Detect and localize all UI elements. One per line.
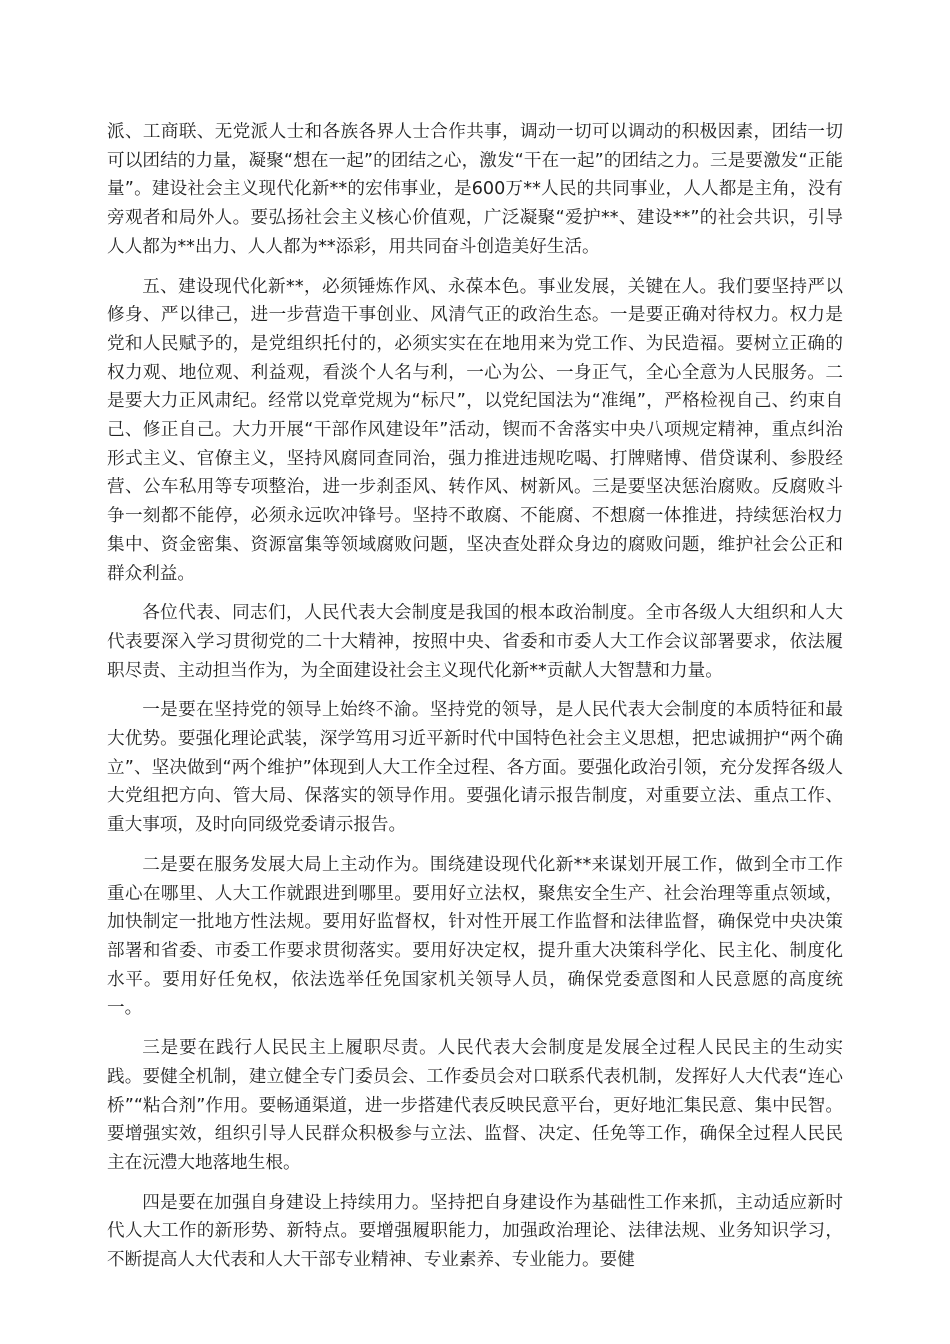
paragraph-point-three: 三是要在践行人民民主上履职尽责。人民代表大会制度是发展全过程人民民主的生动实践。要健全机制，建立健全专门委员会、工作委员会对口联系代表机制，发挥好人大代表“连心桥”“粘合剂”作用。要畅通渠道，进一步搭建代表反映民意平台，更好地汇集民意、集中民智。要增强实效，组织引导人民群众积极参与立法、监督、决定、任免等工作，确保全过程人民民主在沅澧大地落地生根。 (107, 1038, 843, 1173)
paragraph-point-two: 二是要在服务发展大局上主动作为。围绕建设现代化新**来谋划开展工作，做到全市工作重心在哪里、人大工作就跟进到哪里。要用好立法权，聚焦安全生产、社会治理等重点领域，加快制定一批地方性法规。要用好监督权，针对性开展工作监督和法律监督，确保党中央决策部署和省委、市委工作要求贯彻落实。要用好决定权，提升重大决策科学化、民主化、制度化水平。要用好任免权，依法选举任免国家机关领导人员，确保党委意图和人民意愿的高度统一。 (107, 854, 843, 1019)
paragraph-address: 各位代表、同志们，人民代表大会制度是我国的根本政治制度。全市各级人大组织和人大代表要深入学习贯彻党的二十大精神，按照中央、省委和市委人大工作会议部署要求，依法履职尽责、主动担当作为，为全面建设社会主义现代化新**贡献人大智慧和力量。 (107, 603, 843, 681)
paragraph-continuation: 派、工商联、无党派人士和各族各界人士合作共事，调动一切可以调动的积极因素，团结一切可以团结的力量，凝聚“想在一起”的团结之心，激发“干在一起”的团结之力。三是要激发“正能量”。建设社会主义现代化新**的宏伟事业，是600万**人民的共同事业，人人都是主角，没有旁观者和局外人。要弘扬社会主义核心价值观，广泛凝聚“爱护**、建设**”的社会共识，引导人人都为**出力、人人都为**添彩，用共同奋斗创造美好生活。 (107, 122, 843, 257)
paragraph-section-five: 五、建设现代化新**，必须锤炼作风、永葆本色。事业发展，关键在人。我们要坚持严以修身、严以律己，进一步营造干事创业、风清气正的政治生态。一是要正确对待权力。权力是党和人民赋予的，是党组织托付的，必须实实在在地用来为党工作、为民造福。要树立正确的权力观、地位观、利益观，看淡个人名与利，一心为公、一身正气，全心全意为人民服务。二是要大力正风肃纪。经常以党章党规为“标尺”，以党纪国法为“准绳”，严格检视自己、约束自己、修正自己。大力开展“干部作风建设年”活动，锲而不舍落实中央八项规定精神，重点纠治形式主义、官僚主义，坚持风腐同查同治，强力推进违规吃喝、打牌赌博、借贷谋利、参股经营、公车私用等专项整治，进一步刹歪风、转作风、树新风。三是要坚决惩治腐败。反腐败斗争一刻都不能停，必须永远吹冲锋号。坚持不敢腐、不能腐、不想腐一体推进，持续惩治权力集中、资金密集、资源富集等领域腐败问题，坚决查处群众身边的腐败问题，维护社会公正和群众利益。 (107, 276, 843, 584)
document-body (107, 118, 843, 1286)
paragraph-point-four: 四是要在加强自身建设上持续用力。坚持把自身建设作为基础性工作来抓，主动适应新时代人大工作的新形势、新特点。要增强履职能力，加强政治理论、法律法规、业务知识学习，不断提高人大代表和人大干部专业精神、专业素养、专业能力。要健 (107, 1192, 843, 1271)
paragraph-point-one: 一是要在坚持党的领导上始终不渝。坚持党的领导，是人民代表大会制度的本质特征和最大优势。要强化理论武装，深学笃用习近平新时代中国特色社会主义思想，把忠诚拥护“两个确立”、坚决做到“两个维护”体现到人大工作全过程、各方面。要强化政治引领，充分发挥各级人大党组把方向、管大局、保落实的领导作用。要强化请示报告制度，对重要立法、重点工作、重大事项，及时向同级党委请示报告。 (107, 700, 843, 836)
